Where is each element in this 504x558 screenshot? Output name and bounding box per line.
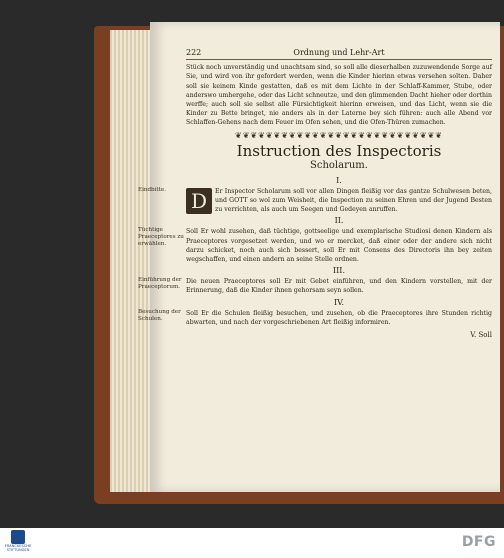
margin-note: Eindbitte. <box>138 186 167 193</box>
foundation-emblem-icon <box>11 530 25 544</box>
section-numeral: I. <box>336 175 342 185</box>
section-text: Soll Er wohl zusehen, daß tüchtige, gottseelige und exemplarische Studiosi denen Kindern als Praeceptores vorgesetzet werden, und wo er mercket, daß einer oder der andere sich nicht darzu schicket, noch auch sich bessert, soll Er mit Consens des Directoris ihn bey zeiten wegschaffen, und einen andern an seine Stelle ordnen. <box>186 228 492 264</box>
page-content <box>138 48 492 340</box>
section-text: Soll Er die Schulen fleißig besuchen, und zusehen, ob die Praeceptores ihre Stunden richtig abwarten, und nach der vorgeschriebenen Art fleißig informiren. <box>186 309 492 326</box>
margin-note: Einführung der Praeceptorum. <box>138 277 182 291</box>
decorated-initial: D <box>186 188 212 214</box>
section-text: Er Inspector Scholarum soll vor allen Dingen fleißig vor das gantze Schulwesen beten, und GOTT so wol zum Weisheit, die Inspection zu seinen Ehren und der Jugend Besten zu verrichten, als auch um Seegen und Gedeyen anruffen. <box>215 187 492 214</box>
catchword: V. Soll <box>470 331 492 340</box>
margin-note: Tüchtige Praeceptores zu erwählen. <box>138 227 184 248</box>
ornament-border: ❦❦❦❦❦❦❦❦❦❦❦❦❦❦❦❦❦❦❦❦❦❦❦❦❦❦❦ <box>235 130 443 140</box>
running-head <box>186 48 492 60</box>
page-number: 222 <box>186 48 202 57</box>
section-3 <box>138 277 492 295</box>
section-subheading: Scholarum. <box>310 159 368 171</box>
section-numeral: III. <box>332 266 346 276</box>
francke-foundation-logo[interactable] <box>4 530 32 556</box>
section-1 <box>138 186 492 215</box>
section-4 <box>138 308 492 327</box>
section-2 <box>138 227 492 264</box>
section-numeral: IV. <box>333 297 345 307</box>
running-title: Ordnung und Lehr-Art <box>293 48 385 57</box>
dfg-logo[interactable]: DFG <box>461 534 496 550</box>
section-text: Die neuen Praeceptores soll Er mit Gebet einführen, und den Kindern vorstellen, mit der Erinnerung, daß die Kinder ihnen gehorsam seyn sollen. <box>186 278 492 295</box>
footer-bar <box>0 528 504 558</box>
book-page <box>138 22 500 492</box>
section-heading: Instruction des Inspectoris <box>236 141 442 160</box>
foundation-logo-label: FRANCKESCHE STIFTUNGEN <box>4 544 32 552</box>
opening-paragraph: Stück noch unverständig und unachtsam sind, so soll alle dieserhalben zuzuwendende Sorge auf Sie, und wird von ihr gefordert werden, wenn die Kinder hierinn etwas versehen solten. Daher soll sie keinem Kinde gestatten, daß es mit dem Lichte in der Schlaff-Kammer, Stube, oder anderswo umhergehe, oder das Licht schneutze, und den glimmenden Dacht hieher oder dorthin werffe; auch soll sie selbst alle Fürsichtigkeit hierinn erweisen, und das Licht, wenn sie die Kinder zu Bette bringet, nie anders als in der Laterne bey sich führen: auch alle Abend vor Schlaffen-Gehens nach dem Feuer im Ofen sehen, und die Ofen-Thüren zumachen. <box>186 64 492 127</box>
section-numeral: II. <box>334 216 344 226</box>
margin-note: Besuchung der Schulen. <box>138 308 181 322</box>
